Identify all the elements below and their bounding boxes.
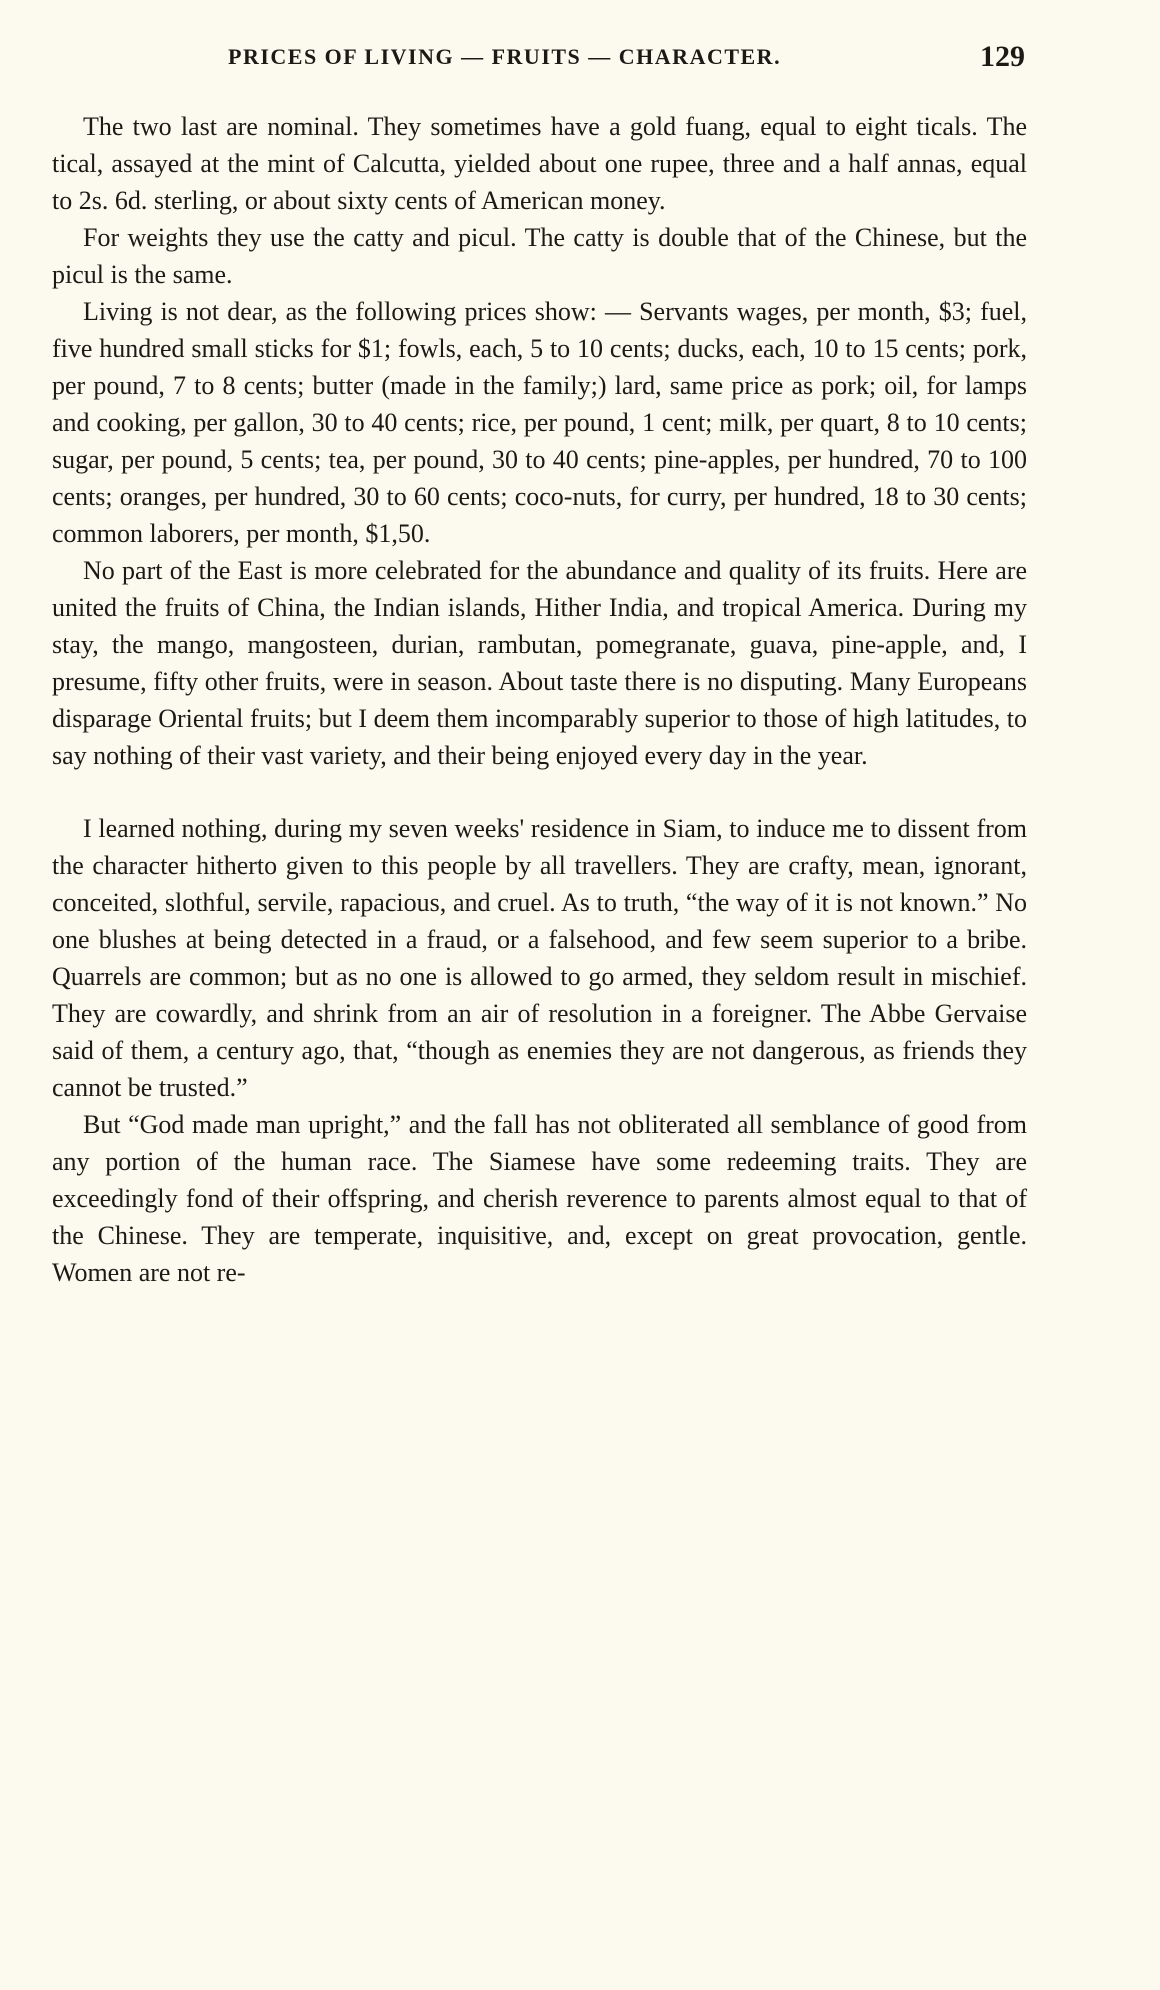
paragraph-fruits: No part of the East is more celebrated for the abundance and quality of its fruits. Here are united the fruits of China, the Indian islands, Hither India, and tropical America. During my stay, the mango, mangosteen, durian, rambutan, pomegranate, guava, pine-apple, and, I presume, fifty other fruits, were in season. About taste there is no disputing. Many Europeans disparage Oriental fruits; but I deem them incomparably superior to those of high latitudes, to say nothing of their vast variety, and their being enjoyed every day in the year. xyxy=(52,556,1027,770)
running-head: PRICES OF LIVING — FRUITS — CHARACTER. xyxy=(228,44,782,69)
page-body xyxy=(52,108,1027,1291)
page-header xyxy=(0,40,1160,84)
paragraph-prices: Living is not dear, as the following prices show: — Servants wages, per month, $3; fuel, five hundred small sticks for $1; fowls, each, 5 to 10 cents; ducks, each, 10 to 15 cents; pork, per pound, 7 to 8 cents; butter (made in the family;) lard, same price as pork; oil, for lamps and cooking, per gallon, 30 to 40 cents; rice, per pound, 1 cent; milk, per quart, 8 to 10 cents; sugar, per pound, 5 cents; tea, per pound, 30 to 40 cents; pine-apples, per hundred, 70 to 100 cents; oranges, per hundred, 30 to 60 cents; coco-nuts, for curry, per hundred, 18 to 30 cents; common laborers, per month, $1,50. xyxy=(52,297,1027,548)
page-number: 129 xyxy=(980,40,1025,73)
paragraph-character: I learned nothing, during my seven weeks' residence in Siam, to induce me to dissent from the character hitherto given to this people by all travellers. They are crafty, mean, ignorant, conceited, slothful, servile, rapacious, and cruel. As to truth, “the way of it is not known.” No one blushes at being detected in a fraud, or a falsehood, and few seem superior to a bribe. Quarrels are common; but as no one is allowed to go armed, they seldom result in mischief. They are cowardly, and shrink from an air of resolution in a foreigner. The Abbe Gervaise said of them, a century ago, that, “though as enemies they are not dangerous, as friends they cannot be trusted.” xyxy=(52,814,1027,1102)
paragraph-redeeming-traits: But “God made man upright,” and the fall has not obliterated all semblance of good from any portion of the human race. The Siamese have some redeeming traits. They are exceedingly fond of their offspring, and cherish reverence to parents almost equal to that of the Chinese. They are temperate, inquisitive, and, except on great provocation, gentle. Women are not re- xyxy=(52,1110,1027,1287)
paragraph-currency: The two last are nominal. They sometimes have a gold fuang, equal to eight ticals. The tical, assayed at the mint of Calcutta, yielded about one rupee, three and a half annas, equal to 2s. 6d. sterling, or about sixty cents of American money. xyxy=(52,112,1027,215)
section-break xyxy=(52,774,1027,810)
paragraph-weights: For weights they use the catty and picul. The catty is double that of the Chinese, but the picul is the same. xyxy=(52,223,1027,289)
